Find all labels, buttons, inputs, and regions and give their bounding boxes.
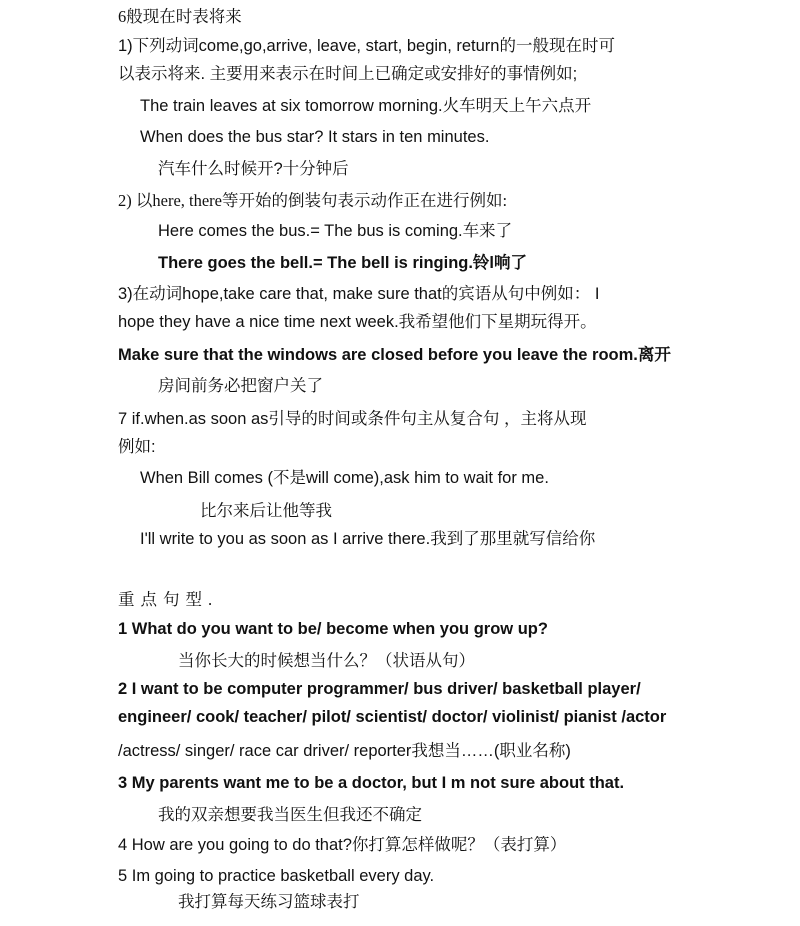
example-write: I'll write to you as soon as I arrive there.我到了那里就写信给你 <box>140 530 596 548</box>
section-6-rule-1-line-2: 以表示将来. 主要用来表示在时间上已确定或安排好的事情例如; <box>118 65 578 83</box>
pattern-2-line-1: 2 I want to be computer programmer/ bus driver/ basketball player/ <box>118 680 641 698</box>
pattern-5: 5 Im going to practice basketball every day. <box>118 867 435 885</box>
example-bill: When Bill comes (不是will come),ask him to wait for me. <box>140 469 549 487</box>
section-6-rule-3-line-1: 3)在动词hope,take care that, make sure that的宾语从句中例如： I <box>118 285 600 303</box>
section-6-rule-1-line-1: 1)下列动词come,go,arrive, leave, start, begin, return的一般现在时可 <box>118 37 615 55</box>
pattern-2-line-3: /actress/ singer/ race car driver/ reporter我想当……(职业名称) <box>118 742 571 760</box>
section-7-line-2: 例如: <box>118 438 156 456</box>
pattern-1: 1 What do you want to be/ become when you grow up? <box>118 620 548 638</box>
example-there-goes: There goes the bell.= The bell is ringing.铃l响了 <box>158 254 528 272</box>
section-6-rule-2: 2) 以here, there等开始的倒装句表示动作正在进行例如: <box>118 191 508 210</box>
section-6-rule-3-line-2: hope they have a nice time next week.我希望他们下星期玩得开。 <box>118 313 597 331</box>
pattern-2-line-2: engineer/ cook/ teacher/ pilot/ scientist/ doctor/ violinist/ pianist /actor <box>118 708 667 726</box>
key-patterns-title: 重点句型. <box>118 590 219 609</box>
example-here-comes: Here comes the bus.= The bus is coming.车来了 <box>158 222 513 240</box>
example-bill-translation: 比尔来后让他等我 <box>200 502 332 520</box>
pattern-3: 3 My parents want me to be a doctor, but I m not sure about that. <box>118 774 625 792</box>
pattern-1-translation: 当你长大的时候想当什么？（状语从句） <box>178 651 475 670</box>
pattern-5-translation: 我打算每天练习篮球表打 <box>178 893 360 911</box>
example-bus-translation: 汽车什么时候开?十分钟后 <box>158 160 349 178</box>
section-7-line-1: 7 if.when.as soon as引导的时间或条件句主从复合句 ，主将从现 <box>118 410 587 428</box>
pattern-4: 4 How are you going to do that?你打算怎样做呢？（表打算） <box>118 836 567 854</box>
example-train: The train leaves at six tomorrow morning.火车明天上午六点开 <box>140 97 592 115</box>
example-make-sure-translation: 房间前务必把窗户关了 <box>158 377 323 395</box>
example-bus: When does the bus star? It stars in ten minutes. <box>140 128 490 146</box>
section-6-title: 6般现在时表将来 <box>118 7 242 26</box>
example-make-sure: Make sure that the windows are closed before you leave the room.离开 <box>118 346 671 364</box>
pattern-3-translation: 我的双亲想要我当医生但我还不确定 <box>158 806 422 824</box>
